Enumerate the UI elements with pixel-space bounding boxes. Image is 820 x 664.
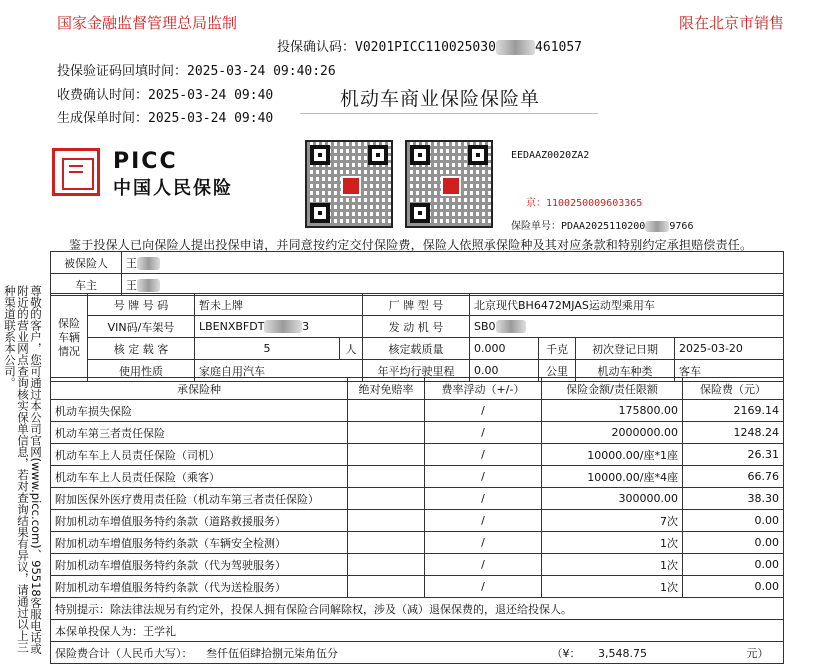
total-row (51, 642, 784, 664)
total-label: 保险费合计（人民币大写）： (55, 646, 193, 660)
seats-value: 5 (195, 338, 340, 360)
vehicle-group-label: 保险车辆情况 (51, 294, 88, 382)
redacted-mask (645, 221, 669, 232)
coverage-amount: 175800.00 (542, 400, 683, 422)
coverage-float: / (425, 466, 542, 488)
coverage-float: / (425, 576, 542, 598)
coverage-header-name: 承保险种 (51, 378, 348, 400)
table-row (51, 532, 784, 554)
title-divider (300, 113, 598, 114)
coverage-deductible (348, 444, 425, 466)
vehicle-type-label: 机动车种类 (576, 360, 675, 382)
coverage-premium: 0.00 (683, 576, 784, 598)
coverage-deductible (348, 466, 425, 488)
applicant-row (51, 620, 784, 642)
insured-label: 被保险人 (51, 252, 122, 274)
coverage-premium: 26.31 (683, 444, 784, 466)
owner-name: 王 (126, 278, 137, 292)
owner-label: 车主 (51, 274, 122, 296)
table-row (51, 466, 784, 488)
coverage-name: 机动车损失保险 (51, 400, 348, 422)
coverage-premium: 66.76 (683, 466, 784, 488)
intro-statement: 鉴于投保人已向保险人提出投保申请，并同意按约定交付保险费，保险人依照承保险种及其对应条款和特别约定承担赔偿责任。 (69, 238, 753, 252)
insured-name: 王 (126, 256, 137, 270)
beijing-serial (526, 194, 642, 209)
table-row (51, 444, 784, 466)
coverage-deductible (348, 488, 425, 510)
document-title: 机动车商业保险保险单 (340, 88, 541, 110)
model-value: 北京现代BH6472MJAS运动型乘用车 (470, 294, 784, 316)
policy-number (511, 217, 693, 232)
applicant: 本保单投保人为：王学礼 (51, 620, 784, 642)
table-header-row (51, 378, 784, 400)
sale-region-text: 限在北京市销售 (678, 14, 784, 32)
coverage-name: 附加机动车增值服务特约条款（道路救援服务） (51, 510, 348, 532)
fee-confirm-time: 收费确认时间：2025-03-24 09:40 (57, 88, 274, 103)
table-row (51, 422, 784, 444)
coverage-float: / (425, 510, 542, 532)
table-row (51, 294, 784, 316)
coverage-float: / (425, 554, 542, 576)
table-row (51, 554, 784, 576)
logo-brand: PICC (113, 149, 178, 174)
table-row (51, 488, 784, 510)
coverage-header-premium: 保险费（元） (683, 378, 784, 400)
redacted-mask (496, 320, 526, 333)
mileage-unit: 公里 (539, 360, 576, 382)
coverage-float: / (425, 532, 542, 554)
coverage-deductible (348, 422, 425, 444)
coverage-float: / (425, 422, 542, 444)
redacted-mask (137, 257, 160, 270)
policy-number-tail: 9766 (669, 221, 694, 232)
special-note-row (51, 598, 784, 620)
beijing-serial-no: 1100250009603365 (546, 198, 643, 209)
vehicle-table (50, 293, 784, 382)
mileage-label: 年平均行驶里程 (363, 360, 470, 382)
qr-code-icon (305, 140, 393, 228)
model-label: 厂 牌 型 号 (363, 294, 470, 316)
load-value: 0.000 (470, 338, 539, 360)
coverage-deductible (348, 576, 425, 598)
coverage-deductible (348, 554, 425, 576)
coverage-float: / (425, 400, 542, 422)
engine-label: 发 动 机 号 (363, 316, 470, 338)
redacted-mask (496, 40, 535, 55)
coverage-amount: 1次 (542, 554, 683, 576)
coverage-deductible (348, 400, 425, 422)
insured-value (122, 252, 784, 274)
table-row (51, 400, 784, 422)
coverage-name: 附加医保外医疗费用责任险（机动车第三者责任保险） (51, 488, 348, 510)
coverage-header-amount: 保险金额/责任限额 (542, 378, 683, 400)
coverage-amount: 2000000.00 (542, 422, 683, 444)
vin-prefix: LBENXBFDT (199, 320, 265, 333)
coverage-premium: 0.00 (683, 554, 784, 576)
usage-value: 家庭自用汽车 (195, 360, 363, 382)
total-yen-prefix: （¥： (551, 646, 581, 660)
policy-gen-time: 生成保单时间：2025-03-24 09:40 (57, 111, 274, 126)
coverage-amount: 7次 (542, 510, 683, 532)
load-label: 核定载质量 (363, 338, 470, 360)
reg-date-value: 2025-03-20 (675, 338, 784, 360)
confirm-code (277, 36, 582, 55)
coverage-premium: 2169.14 (683, 400, 784, 422)
coverage-name: 附加机动车增值服务特约条款（代为送检服务） (51, 576, 348, 598)
coverage-name: 机动车车上人员责任保险（司机） (51, 444, 348, 466)
redacted-mask (264, 320, 302, 333)
policy-number-prefix: PDAA2025110200 (561, 221, 646, 232)
coverage-name: 机动车第三者责任保险 (51, 422, 348, 444)
coverage-deductible (348, 532, 425, 554)
total-unit: 元） (746, 646, 769, 660)
vin-label: VIN码/车架号 (88, 316, 195, 338)
coverage-premium: 38.30 (683, 488, 784, 510)
engine-value (470, 316, 784, 338)
table-row (51, 316, 784, 338)
redacted-mask (137, 279, 160, 292)
coverage-amount: 10000.00/座*1座 (542, 444, 683, 466)
coverage-table (50, 377, 784, 664)
mileage-value: 0.00 (470, 360, 539, 382)
coverage-deductible (348, 510, 425, 532)
confirm-code-label: 投保确认码： (277, 40, 356, 55)
verify-time: 投保验证码回填时间：2025-03-24 09:40:26 (57, 64, 336, 79)
total-words: 叁仟伍佰肆拾捌元柒角伍分 (206, 646, 338, 660)
qr-code-icon (405, 140, 493, 228)
special-note: 特别提示：除法律法规另有约定外，投保人拥有保险合同解除权，涉及（减）退保保费的，退还给投保人。 (51, 598, 784, 620)
coverage-premium: 0.00 (683, 532, 784, 554)
regulator-text: 国家金融监督管理总局监制 (57, 14, 238, 32)
coverage-amount: 1次 (542, 576, 683, 598)
coverage-header-float: 费率浮动（+/-） (425, 378, 542, 400)
table-row (51, 338, 784, 360)
vehicle-type-value: 客车 (675, 360, 784, 382)
premium-total (51, 642, 784, 664)
logo-cn-name: 中国人民保险 (113, 178, 233, 199)
coverage-amount: 10000.00/座*4座 (542, 466, 683, 488)
coverage-name: 机动车车上人员责任保险（乘客） (51, 466, 348, 488)
confirm-code-tail: 461057 (535, 40, 583, 55)
side-note: 尊敬的客户，您可通过本公司官网(www.picc.com)、95518客服电话或附近的营业网点查询核实保单信息，若对查询结果有异议，请通过以上三种渠道联系本公司。 (3, 285, 43, 655)
coverage-amount: 1次 (542, 532, 683, 554)
seats-label: 核 定 载 客 (88, 338, 195, 360)
reg-date-label: 初次登记日期 (576, 338, 675, 360)
table-row (51, 510, 784, 532)
form-code: EEDAAZ0020ZA2 (511, 150, 590, 161)
table-row (51, 576, 784, 598)
coverage-header-deductible: 绝对免赔率 (348, 378, 425, 400)
plate-label: 号 牌 号 码 (88, 294, 195, 316)
seats-unit: 人 (340, 338, 363, 360)
coverage-premium: 0.00 (683, 510, 784, 532)
total-number: 3,548.75 (598, 646, 647, 660)
insured-table (50, 251, 784, 296)
beijing-serial-prefix: 京： (526, 198, 546, 209)
coverage-float: / (425, 444, 542, 466)
policy-number-label: 保险单号： (511, 221, 561, 232)
plate-value: 暂未上牌 (195, 294, 363, 316)
picc-logo-icon (52, 148, 100, 196)
engine-prefix: SB0 (474, 320, 496, 333)
coverage-name: 附加机动车增值服务特约条款（车辆安全检测） (51, 532, 348, 554)
coverage-amount: 300000.00 (542, 488, 683, 510)
vin-value (195, 316, 363, 338)
coverage-premium: 1248.24 (683, 422, 784, 444)
coverage-name: 附加机动车增值服务特约条款（代为驾驶服务） (51, 554, 348, 576)
coverage-float: / (425, 488, 542, 510)
table-row (51, 252, 784, 274)
usage-label: 使用性质 (88, 360, 195, 382)
vin-tail: 3 (302, 320, 310, 333)
load-unit: 千克 (539, 338, 576, 360)
confirm-code-value: V0201PICC110025030 (355, 40, 496, 55)
